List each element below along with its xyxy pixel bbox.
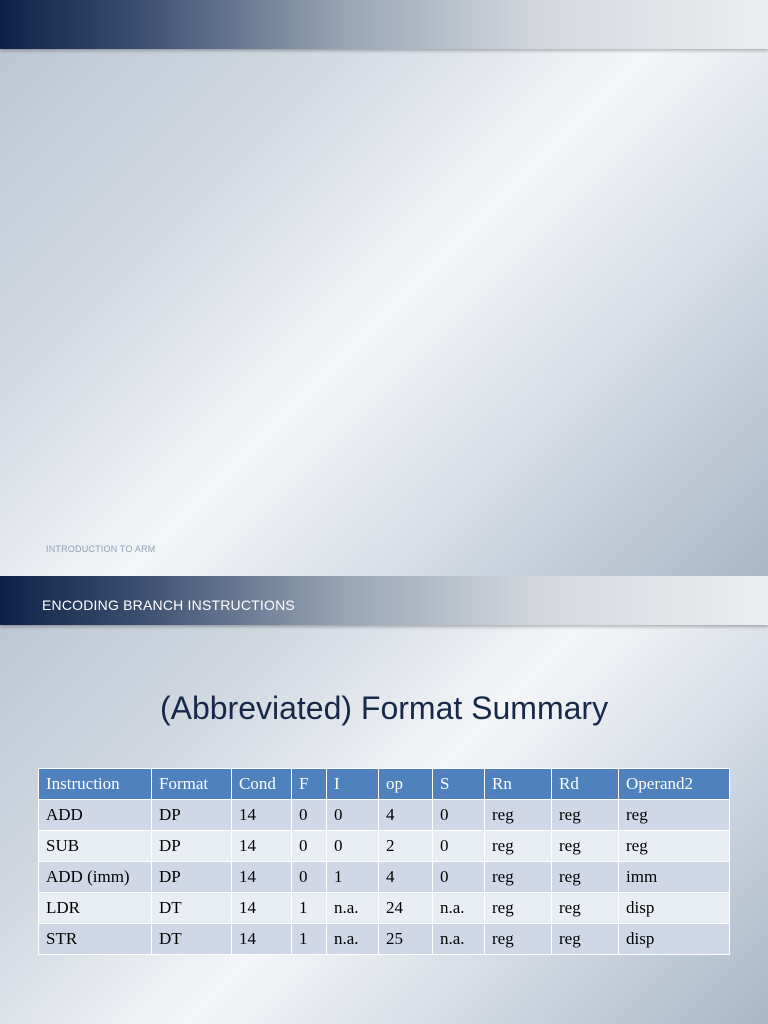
table-cell: reg <box>552 893 619 924</box>
table-row <box>39 862 730 893</box>
column-header-operand2: Operand2 <box>619 769 730 800</box>
format-summary-table <box>38 768 730 955</box>
column-header-f: F <box>292 769 327 800</box>
table-cell: 0 <box>327 800 379 831</box>
table-cell: 14 <box>232 831 292 862</box>
slide-1-header-bar <box>0 0 768 49</box>
table-cell: 1 <box>292 893 327 924</box>
table-row <box>39 800 730 831</box>
table-cell: 2 <box>379 831 433 862</box>
slide-2-header-title: ENCODING BRANCH INSTRUCTIONS <box>42 597 295 613</box>
column-header-i: I <box>327 769 379 800</box>
table-header-row <box>39 769 730 800</box>
table-cell: 4 <box>379 800 433 831</box>
slide-2 <box>0 576 768 1024</box>
table-cell: 25 <box>379 924 433 955</box>
table-cell: SUB <box>39 831 152 862</box>
table-cell: 24 <box>379 893 433 924</box>
table-cell: STR <box>39 924 152 955</box>
table-cell: DT <box>152 893 232 924</box>
table-cell: n.a. <box>327 924 379 955</box>
table-cell: 1 <box>292 924 327 955</box>
table-cell: 1 <box>327 862 379 893</box>
table-cell: 14 <box>232 924 292 955</box>
table-cell: ADD <box>39 800 152 831</box>
slide-2-header-bar <box>0 576 768 625</box>
table-cell: reg <box>485 831 552 862</box>
table-cell: n.a. <box>433 924 485 955</box>
table-cell: DT <box>152 924 232 955</box>
table-cell: 0 <box>292 831 327 862</box>
column-header-rd: Rd <box>552 769 619 800</box>
table-cell: reg <box>619 831 730 862</box>
table-cell: DP <box>152 800 232 831</box>
slide-1-page-number: 2 <box>716 544 722 554</box>
table-row <box>39 893 730 924</box>
table-cell: reg <box>552 831 619 862</box>
slide-1-footer-text: INTRODUCTION TO ARM <box>46 544 156 554</box>
slide-title: (Abbreviated) Format Summary <box>159 690 609 726</box>
table-cell: disp <box>619 893 730 924</box>
table-cell: 0 <box>433 800 485 831</box>
table-cell: reg <box>552 862 619 893</box>
table-cell: reg <box>485 800 552 831</box>
column-header-op: op <box>379 769 433 800</box>
table-cell: LDR <box>39 893 152 924</box>
table-cell: n.a. <box>433 893 485 924</box>
column-header-format: Format <box>152 769 232 800</box>
table-cell: 4 <box>379 862 433 893</box>
column-header-instruction: Instruction <box>39 769 152 800</box>
table-cell: imm <box>619 862 730 893</box>
table-cell: 0 <box>292 862 327 893</box>
column-header-s: S <box>433 769 485 800</box>
table-cell: 14 <box>232 862 292 893</box>
table-row <box>39 924 730 955</box>
table-cell: 0 <box>433 831 485 862</box>
table-cell: reg <box>619 800 730 831</box>
table-cell: reg <box>485 862 552 893</box>
table-cell: disp <box>619 924 730 955</box>
table-cell: n.a. <box>327 893 379 924</box>
table-cell: DP <box>152 862 232 893</box>
table-cell: reg <box>485 924 552 955</box>
table-cell: reg <box>552 800 619 831</box>
column-header-cond: Cond <box>232 769 292 800</box>
table-cell: 0 <box>292 800 327 831</box>
table-cell: ADD (imm) <box>39 862 152 893</box>
table-cell: 0 <box>433 862 485 893</box>
table-cell: reg <box>552 924 619 955</box>
column-header-rn: Rn <box>485 769 552 800</box>
table-cell: reg <box>485 893 552 924</box>
table-cell: 0 <box>327 831 379 862</box>
table-cell: 14 <box>232 800 292 831</box>
table-cell: 14 <box>232 893 292 924</box>
table-row <box>39 831 730 862</box>
table-cell: DP <box>152 831 232 862</box>
